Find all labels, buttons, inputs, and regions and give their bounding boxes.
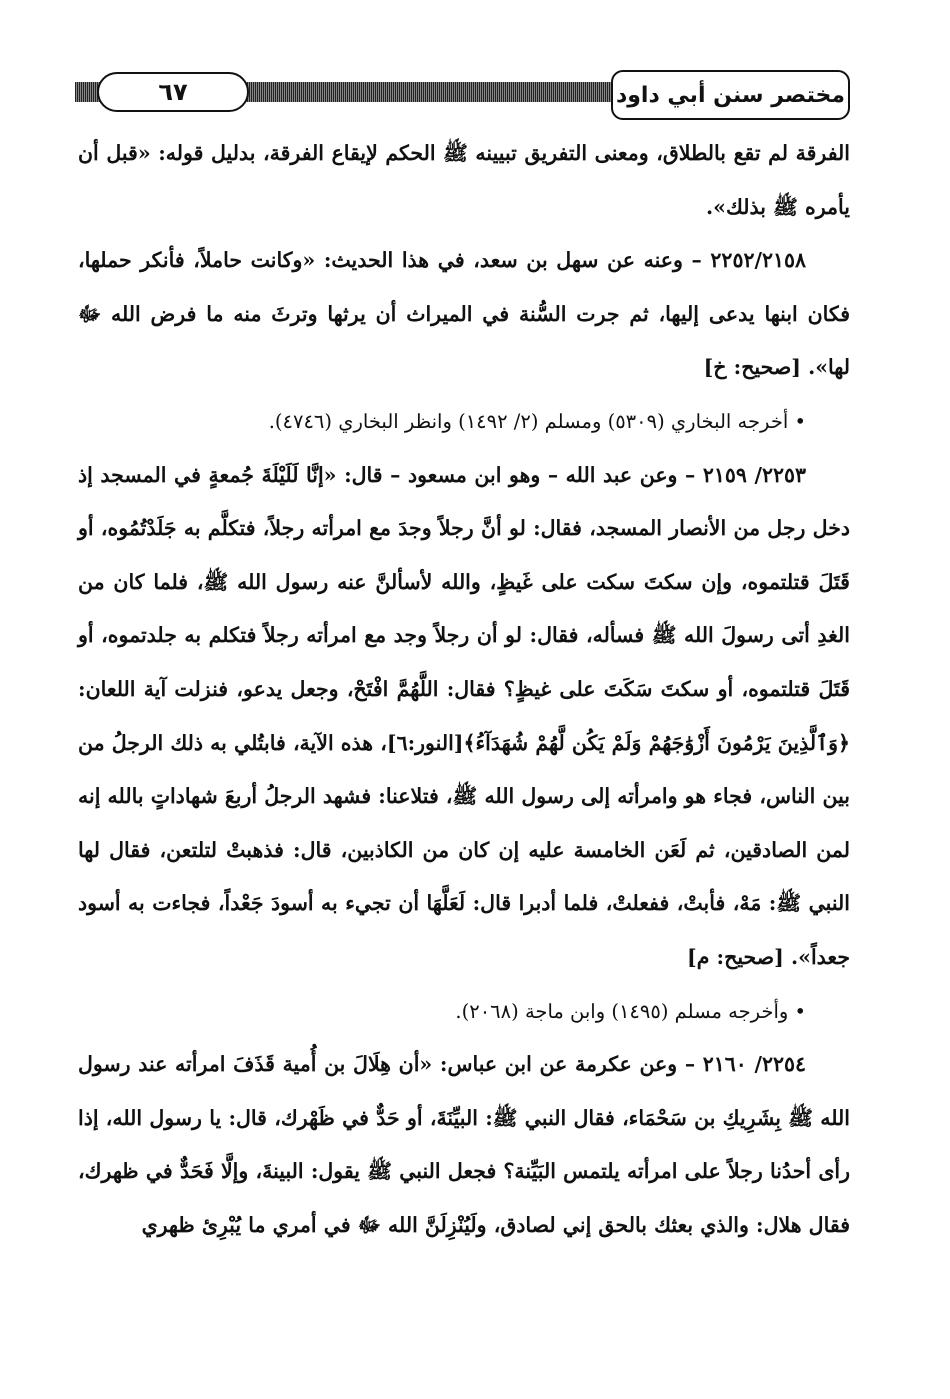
takhrij-2252: • أخرجه البخاري (٥٣٠٩) ومسلم (٢/ ١٤٩٢) وانظر البخاري (٤٧٤٦). bbox=[268, 409, 806, 433]
hadith-2253: ٢٢٥٣/ ٢١٥٩ – وعن عبد الله – وهو ابن مسعود – قال: «إنَّا لَلَيْلَةَ جُمعةٍ في المسجد إذ دخل رجل من الأنصار المسجد، فقال: لو أنَّ رجلاً وجدَ مع امرأته رجلاً، فتكلَّم به جَلَدْتُمُوه، أو قَتَلَ قتلتموه، وإن سكتَ سكت على غَيظٍ، والله لأسألنَّ عنه رسول الله ﷺ، فلما كان من الغدِ أتى رسولَ الله ﷺ فسأله، فقال: لو أن رجلاً وجد مع امرأته رجلاً فتكلم به جلدتموه، أو قَتَلَ قتلتموه، أو سكتَ سَكَتَ على غيظٍ؟ فقال: اللَّهُمَّ افْتَحْ، وجعل يدعو، فنزلت آية اللعان: ﴿وَٱلَّذِينَ يَرْمُونَ أَزْوَٰجَهُمْ وَلَمْ يَكُن لَّهُمْ شُهَدَآءُ﴾[النور:٦]، هذه الآية، فابتُلي به ذلك الرجلُ من بين الناس، فجاء هو وامرأته إلى رسول الله ﷺ، فتلاعنا: فشهد الرجلُ أربعَ شهاداتٍ بالله إنه لمن الصادقين، ثم لَعَن الخامسة عليه إن كان من الكاذبين، قال: فذهبتْ لتلتعن، فقال لها النبي ﷺ: مَهْ، فأبتْ، ففعلتْ، فلما أدبرا قال: لَعَلَّهَا أن تجيء به أسودَ جَعْداً، فجاءت به أسود جعداً». [صحيح: م] bbox=[78, 462, 851, 969]
hadith-2252: ٢٢٥٢/٢١٥٨ – وعنه عن سهل بن سعد، في هذا الحديث: «وكانت حاملاً، فأنكر حملها، فكان ابنها يدعى إليها، ثم جرت السُّنة في الميراث أن يرثها وترثَ منه ما فرض الله ﷻ لها». [صحيح: خ] bbox=[78, 248, 850, 380]
book-title: مختصر سنن أبي داود bbox=[611, 70, 850, 120]
page-body bbox=[78, 127, 850, 1252]
page-number: ٦٧ bbox=[97, 72, 249, 112]
hadith-2254: ٢٢٥٤/ ٢١٦٠ – وعن عكرمة عن ابن عباس: «أن هِلَالَ بن أُمية قَذَفَ امرأته عند رسول الله ﷺ بِشَرِيكِ بن سَحْمَاء، فقال النبي ﷺ: البيِّنَةَ، أو حَدٌّ في ظَهْرك، قال: يا رسول الله، إذا رأى أحدُنا رجلاً على امرأته يلتمس البَيِّنة؟ فجعل النبي ﷺ يقول: البينةَ، وإلَّا فَحَدٌّ في ظهرك، فقال هلال: والذي بعثك بالحق إني لصادق، ولَيُنْزِلَنَّ الله ﷻ في أمري ما يُبْرِئ ظهري bbox=[78, 1052, 850, 1237]
paragraph-continuation: الفرقة لم تقع بالطلاق، ومعنى التفريق تبيينه ﷺ الحكم لإيقاع الفرقة، بدليل قوله: «قبل أن يأمره ﷺ بذلك». bbox=[78, 141, 850, 219]
page-header bbox=[75, 70, 850, 120]
takhrij-2253: • وأخرجه مسلم (١٤٩٥) وابن ماجة (٢٠٦٨). bbox=[455, 999, 806, 1023]
